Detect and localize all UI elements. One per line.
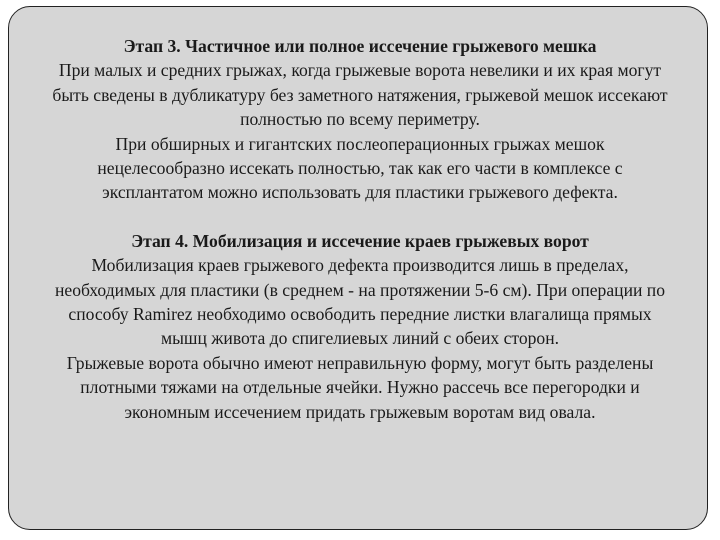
stage-4-heading: Этап 4. Мобилизация и иссечение краев грыжевых ворот bbox=[131, 230, 589, 251]
section-spacer bbox=[52, 205, 668, 229]
slide-text bbox=[52, 34, 668, 424]
stage-4-paragraph-2: Грыжевые ворота обычно имеют неправильную форму, могут быть разделены плотными тяжами на отдельные ячейки. Нужно рассечь все перегородки и экономным иссечением придать грыжевым воротам вид овала. bbox=[66, 352, 654, 422]
stage-4-paragraph-1: Мобилизация краев грыжевого дефекта производится лишь в пределах, необходимых для пластики (в среднем - на протяжении 5-6 см). При операции по способу Ramirez необходимо освободить передние листки влагалища прямых мышц живота до спигелиевых линий с обеих сторон. bbox=[54, 255, 666, 349]
stage-3-paragraph-2: При обширных и гигантских послеоперационных грыжах мешок нецелесообразно иссекать полностью, так как его части в комплексе с эксплантатом можно использовать для пластики грыжевого дефекта. bbox=[97, 133, 623, 203]
stage-3-heading: Этап 3. Частичное или полное иссечение грыжевого мешка bbox=[123, 36, 597, 56]
section-stage-3 bbox=[52, 34, 668, 205]
section-stage-4 bbox=[52, 229, 668, 424]
stage-3-paragraph-1: При малых и средних грыжах, когда грыжевые ворота невелики и их края могут быть сведены в дубликатуру без заметного натяжения, грыжевой мешок иссекают полностью по всему периметру. bbox=[52, 60, 668, 130]
